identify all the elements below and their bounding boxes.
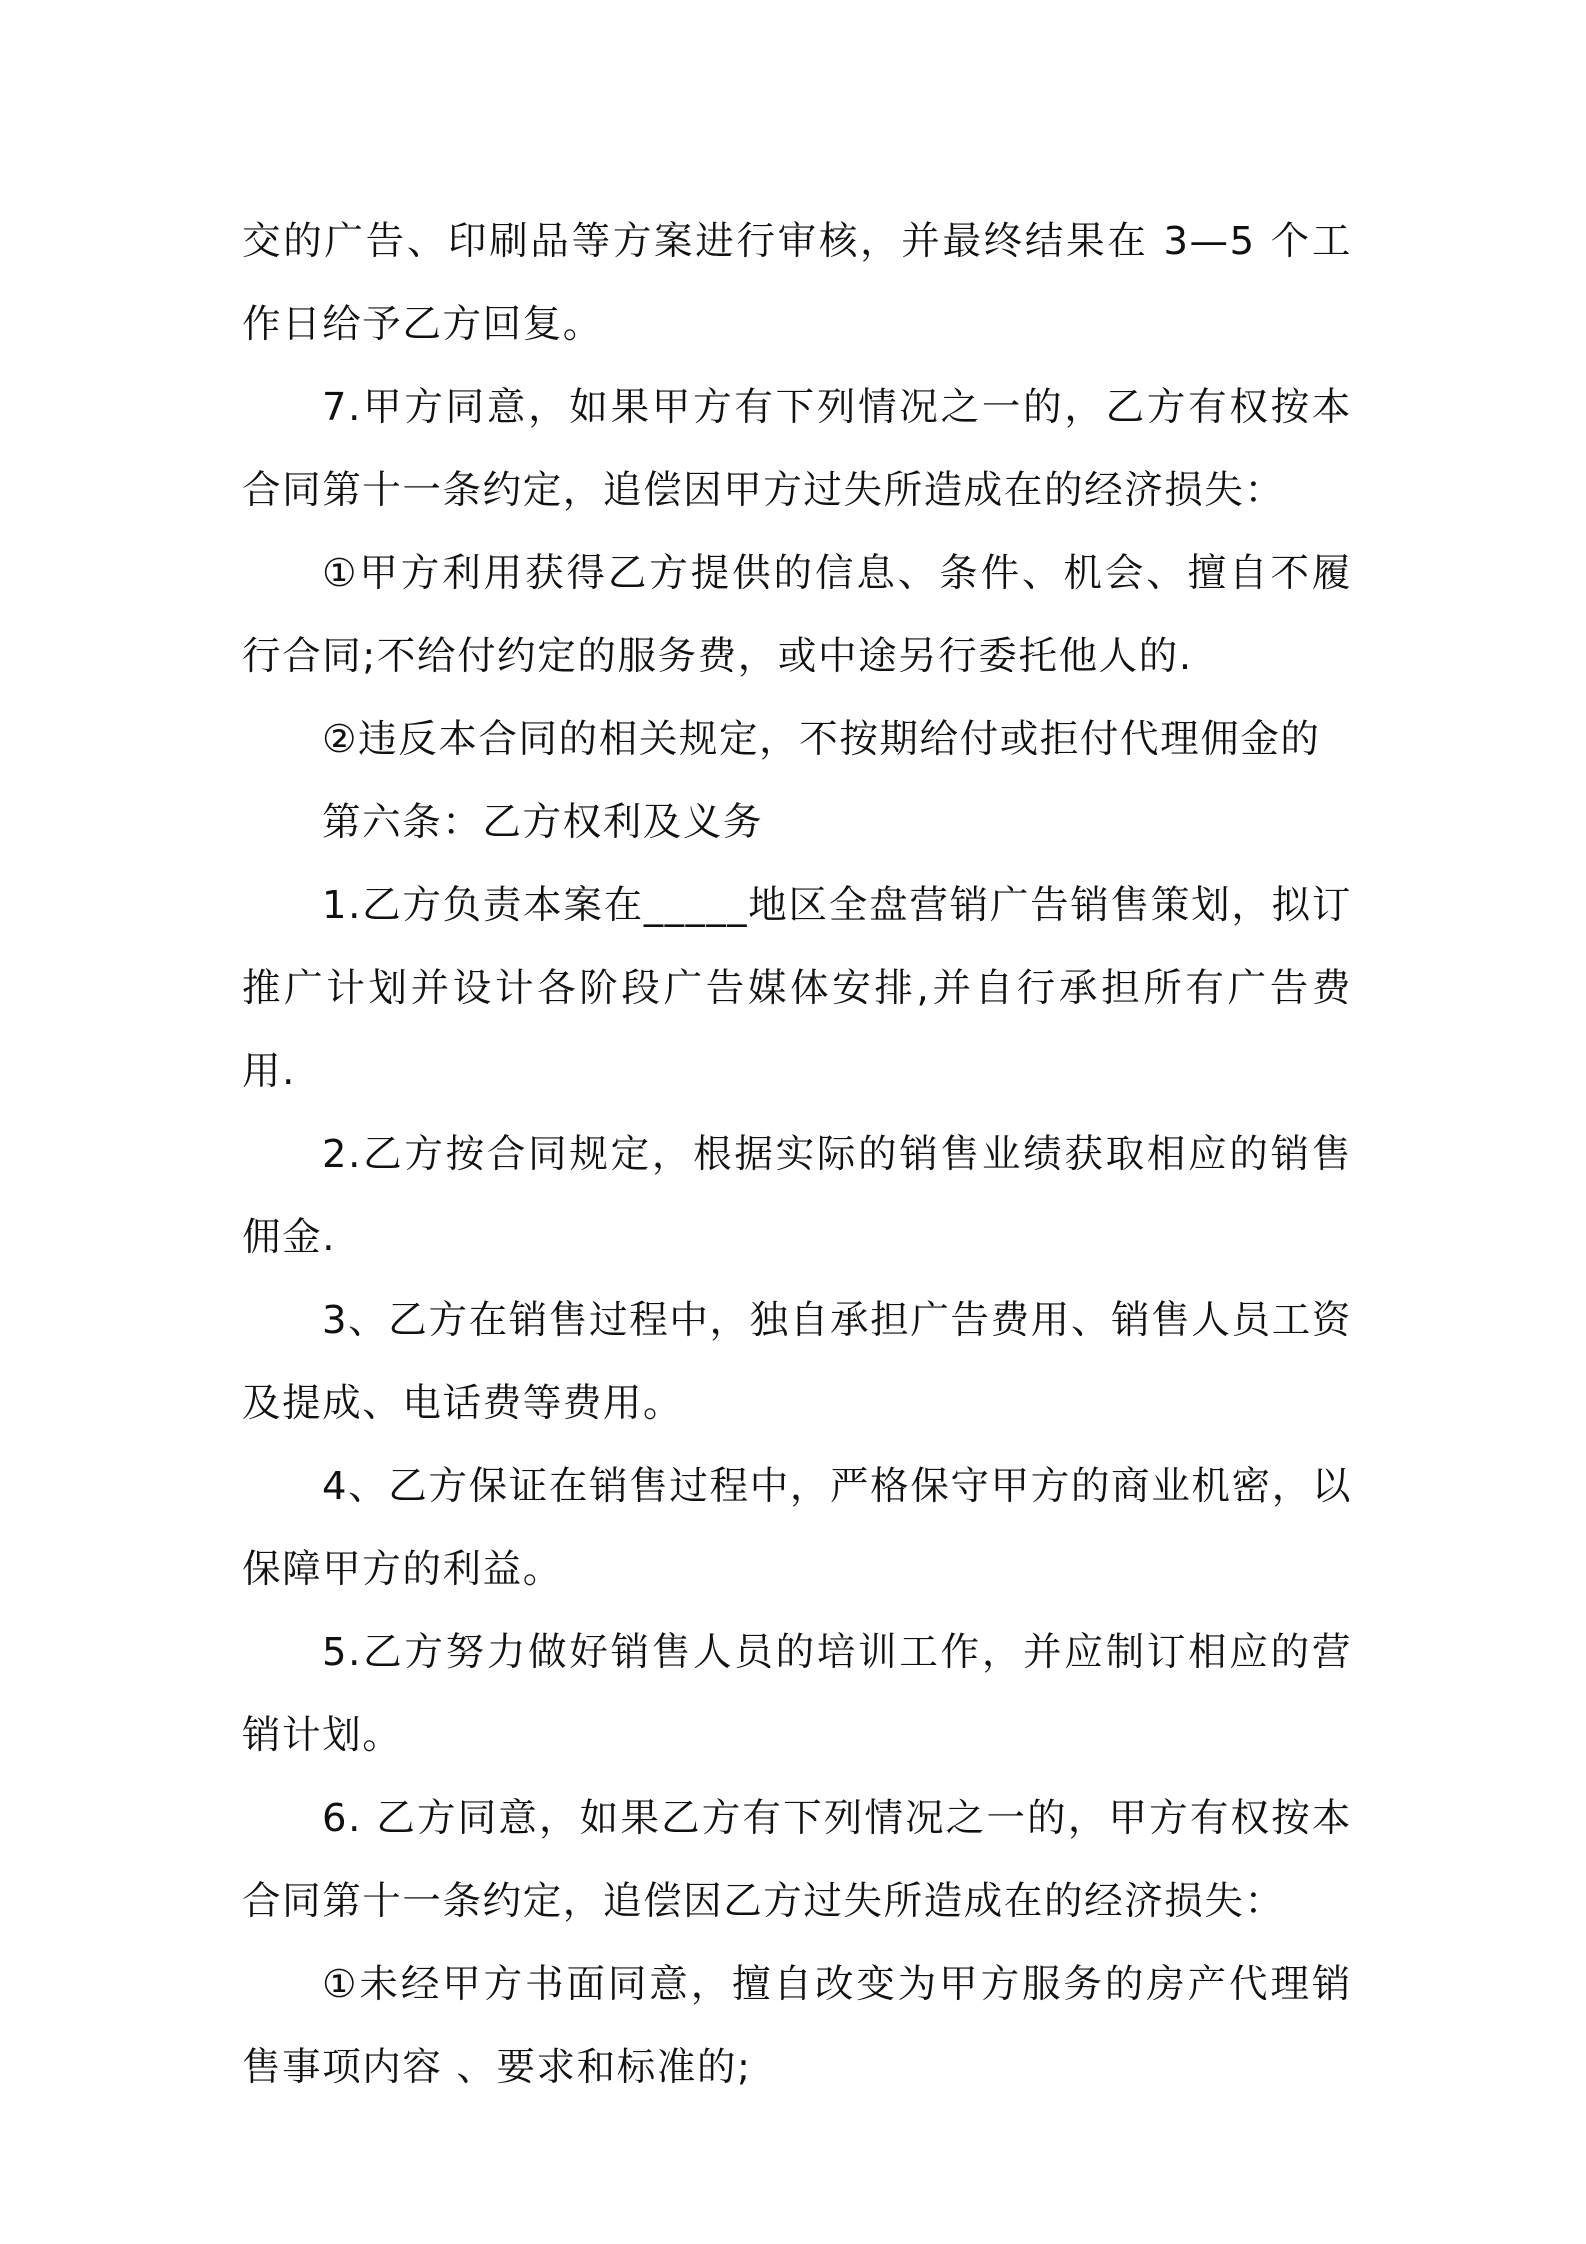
document-body bbox=[242, 200, 1352, 2109]
paragraph-7: 2.乙方按合同规定，根据实际的销售业绩获取相应的销售佣金. bbox=[242, 1132, 1352, 1260]
paragraph-12: ①未经甲方书面同意，擅自改变为甲方服务的房产代理销售事项内容 、要求和标准的; bbox=[242, 1962, 1352, 2090]
paragraph-3: ①甲方利用获得乙方提供的信息、条件、机会、擅自不履行合同;不给付约定的服务费，或中途另行委托他人的. bbox=[242, 551, 1352, 679]
paragraph-10: 5.乙方努力做好销售人员的培训工作，并应制订相应的营销计划。 bbox=[242, 1630, 1352, 1758]
section-heading: 第六条：乙方权利及义务 bbox=[322, 800, 764, 845]
paragraph-8: 3、乙方在销售过程中，独自承担广告费用、销售人员工资及提成、电话费等费用。 bbox=[242, 1298, 1352, 1426]
paragraph-9: 4、乙方保证在销售过程中，严格保守甲方的商业机密，以保障甲方的利益。 bbox=[242, 1464, 1352, 1592]
paragraph-6: 1.乙方负责本案在_____地区全盘营销广告销售策划，拟订推广计划并设计各阶段广告媒体安排,并自行承担所有广告费用. bbox=[242, 883, 1352, 1094]
paragraph-1: 交的广告、印刷品等方案进行审核，并最终结果在 3—5 个工作日给予乙方回复。 bbox=[242, 219, 1352, 347]
paragraph-2: 7.甲方同意，如果甲方有下列情况之一的，乙方有权按本合同第十一条约定，追偿因甲方过失所造成在的经济损失： bbox=[242, 385, 1352, 513]
paragraph-4: ②违反本合同的相关规定，不按期给付或拒付代理佣金的 bbox=[322, 717, 1321, 762]
paragraph-11: 6. 乙方同意，如果乙方有下列情况之一的，甲方有权按本合同第十一条约定，追偿因乙方过失所造成在的经济损失： bbox=[242, 1796, 1352, 1924]
